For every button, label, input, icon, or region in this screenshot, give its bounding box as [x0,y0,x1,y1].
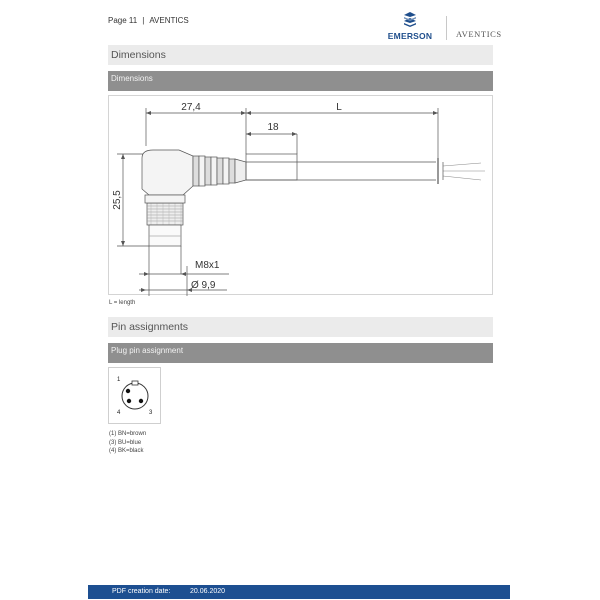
pin-legend [109,430,146,456]
logo-divider [446,16,447,40]
dimension-drawing-svg [109,96,494,296]
connector-housing [142,150,193,195]
pin-diagram [108,367,161,424]
dim-diameter-label: Ø 9,9 [191,280,216,291]
emerson-logo [383,12,437,40]
pin-legend-item: (3) BU=blue [109,439,142,446]
header-separator: | [142,16,145,25]
pin-assignment-bar: Plug pin assignment [108,343,493,363]
pin-1-label: 1 [117,377,121,383]
pin-3 [139,399,143,403]
strain-relief [246,154,297,180]
header-brand: AVENTICS [149,16,189,25]
dim-L-label: L [336,102,342,113]
page-label: Page [108,16,127,25]
length-note: L = length [109,300,136,306]
pin-4-label: 4 [117,410,121,416]
pin-3-label: 3 [149,410,153,416]
dimension-drawing [108,95,493,295]
page-number: 11 [128,16,138,25]
pin-face-outline [122,383,148,409]
pin-section-title: Pin assignments [108,317,493,337]
coupling-nut [147,203,183,225]
footer-bar [88,585,510,599]
pin-legend-item: (4) BK=black [109,448,144,454]
dimensions-bar: Dimensions [108,71,493,91]
pin-key-notch [132,381,138,385]
dim-25-5-label: 25,5 [112,190,123,210]
wire-ends [443,163,485,180]
pin-1 [126,389,130,393]
pin-legend-item: (1) BN=brown [109,431,147,437]
page-header [108,16,189,25]
plug-body [149,225,181,246]
aventics-logo: AVENTICS [456,29,502,39]
dim-m8-label: M8x1 [195,260,220,271]
dimensions-section-title: Dimensions [108,45,493,65]
pin-diagram-svg [109,368,162,425]
pin-4 [127,399,131,403]
dim-18-label: 18 [267,122,279,133]
footer-label: PDF creation date: [112,588,171,595]
emerson-logo-text: EMERSON [387,31,433,41]
footer-date: 20.06.2020 [190,588,226,595]
emerson-logo-icon [402,12,418,28]
dim-27-4-label: 27,4 [181,102,201,113]
